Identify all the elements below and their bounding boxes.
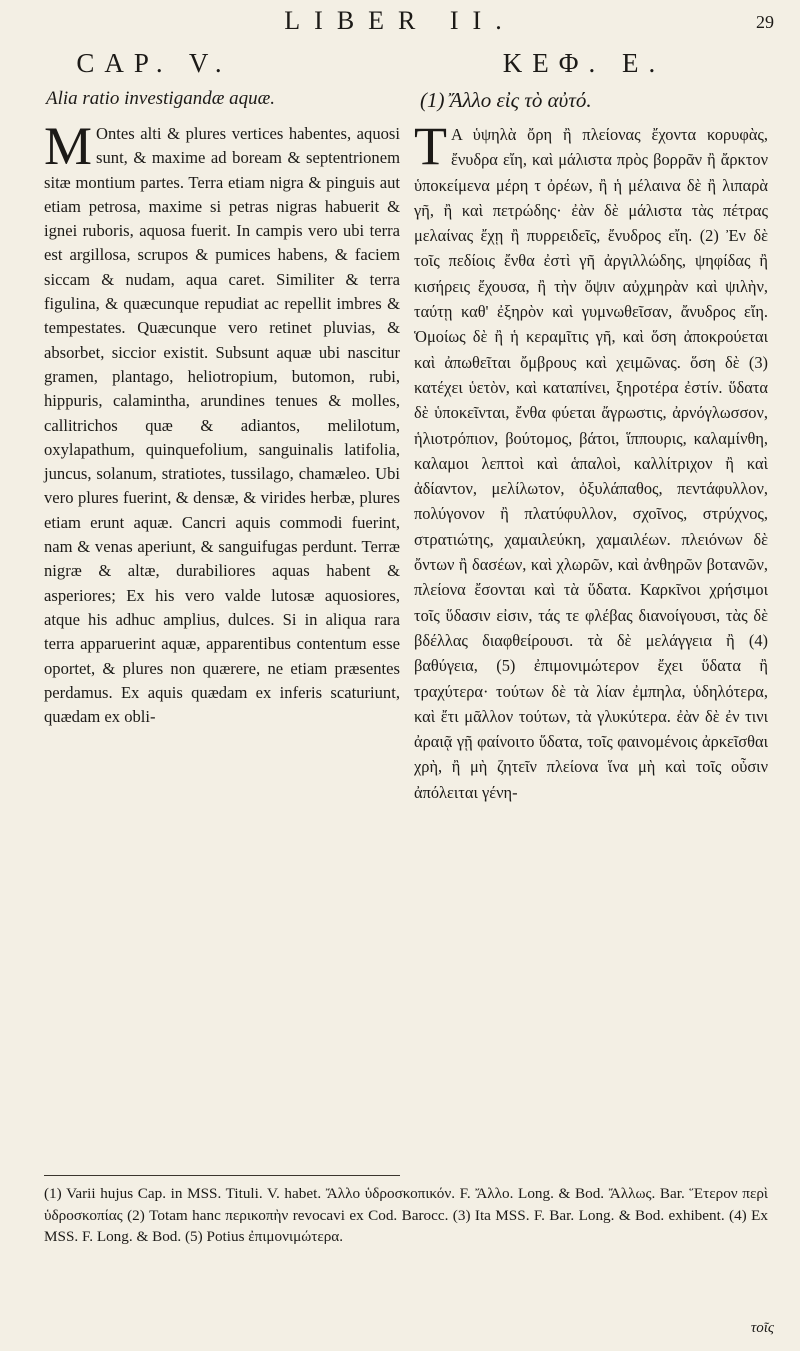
latin-body-text bbox=[44, 116, 400, 729]
latin-drop-cap: M bbox=[44, 116, 93, 176]
latin-paragraph: Ontes alti & plures vertices habentes, aquosi sunt, & maxime ad boream & septentrionem sitæ montium partes. Terra etiam nigra & pinguis aut etiam petrosa, maxime si petras nigras habuerit & ignei ruboris, aquosa fuerit. In campis vero ubi terra est argillosa, scrupos & pumices habens, & faciem siccam & nudam, aqua caret. Similiter & terra figulina, & quæcunque repudiat ac repellit imbres & tempestates. Quæcunque vero retinet pluvias, & absorbet, siccior existit. Subsunt aquæ ubi nascitur gramen, plantago, heliotropium, butomon, rubi, hippuris, calamintha, arundines tenues & molles, callitrichos quæ & adiantos, melilotum, oxylapathum, quinquefolium, sanguinalis latifolia, juncus, solanum, stratiotes, tussilago, chamæleo. Ubi vero plures fuerint, & densæ, & virides herbæ, plures etiam erunt aquæ. Cancri aquis commodi fuerint, nam & venas aperiunt, & sanguifugas perdunt. Terræ nigræ & altæ, durabiliores aquas habent & asperiores; Ex his vero valde lutosæ aquosiores, atque his adhuc amplius, dulces. Si in aliqua rara terra apparuerint aquæ, apparentibus contentum esse oportet, & plures non quærere, ne etiam præsentes perdamus. Ex aquis quædam ex inferis scaturiunt, quædam ex obli- bbox=[44, 124, 400, 727]
catchword: τοῖς bbox=[750, 1320, 774, 1336]
latin-chapter-subtitle: Alia ratio investigandæ aquæ. bbox=[46, 88, 276, 109]
page-number: 29 bbox=[756, 12, 774, 32]
footnotes: (1) Varii hujus Cap. in MSS. Tituli. V. habet. Ἄλλο ὑδροσκοπικόν. F. Ἄλλο. Long. & Bod. Ἄλλως. Bar. Ἕτερον περὶ ὑδροσκοπίας (2) Totam hanc περικοπὴν revocavi ex Cod. Barocc. (3) Ita MSS. F. Bar. Long. & Bod. exhibent. (4) Ex MSS. F. Long. & Bod. (5) Potius ἐπιμονιμώτερα. bbox=[44, 1185, 768, 1245]
book-title: LIBER II. bbox=[284, 6, 516, 35]
footnote-rule bbox=[44, 1175, 400, 1176]
greek-paragraph: Α ὑψηλὰ ὄρη ἢ πλείονας ἔχοντα κορυφὰς, ἔνυδρα εἴη, καὶ μάλιστα πρὸς βορρᾶν ἢ ἄρκτον ὑποκείμενα μέρη τ ὀρέων, ἢ ἡ μέλαινα δὲ ἢ λιπαρὰ γῆ, ἢ καὶ πετρώδης· ἐὰν δὲ μάλιστα τὰς πέτρας μελαίνας ἔχῃ ἢ πυρρειδεῖς, ἔνυδρος εἴη. (2) Ἐν δὲ τοῖς πεδίοις ἔνθα ἐστὶ γῆ ἀργιλλώδης, ψηφίδας ἢ κισήρεις ἔχουσα, ἢ τὴν ὄψιν αὐχμηρὰν καὶ ψιλὴν, ταύτῃ καθ' ἐξηρὸν καὶ γυμνωθεῖσαν, ἄνυδρος εἴη. Ὁμοίως δὲ ἢ ἡ κεραμῖτις γῆ, καὶ ὅση ἀποκρούεται καὶ ἀπωθεῖται ὄμβρους καὶ χειμῶνας. ὅση δὲ (3) κατέχει ὑετὸν, καὶ καταπίνει, ξηροτέρα ἐστίν. ὕδατα δὲ ὑποκεῖνται, ἔνθα φύεται ἄγρωστις, ἀρνόγλωσσον, ἡλιοτρόπιον, βούτομος, βάτοι, ἵππουρις, καλαμίνθη, καλαμοι λεπτοὶ καὶ ἁπαλοὶ, καλλίτριχον ἢ καὶ ἀδίαντον, μελίλωτον, ὀξυλάπαθος, πεντάφυλλον, πολύγονον ἢ πλατύφυλλον, σχοῖνος, στρύχνος, στρατιώτης, χαμαιλεύκη, χαμαιλέων. πλειόνων δὲ ὄντων ἢ δασέων, καὶ χλωρῶν, καὶ ἀνθηρῶν βοτανῶν, πλείονα ἔσονται καὶ τὰ ὕδατα. Καρκῖνοι χρήσιμοι τοῖς ὕδασιν εἰσιν, τάς τε φλέβας διανοίγουσι, τὰς δὲ βδέλλας διαφθείρουσι. τὰ δὲ μελάγγεια ἢ (4) βαθύγεια, (5) ἐπιμονιμώτερον ἔχει ὕδατα ἢ τραχύτερα· τούτων δὲ τὰ λίαν ἐμπηλα, ὑδηλότερα, καὶ ἔτι μᾶλλον τούτων, τὰ γλυκύτερα. ἐὰν δὲ ἐν τινι ἀραιᾷ γῇ φαίνοιτο ὕδατα, τοῖς φαινομένοις ἀρκεῖσθαι χρὴ, ἢ μὴ ζητεῖν πλείονα ἵνα μὴ καὶ τοῖς οὖσιν ἀπόλειται γένη- bbox=[414, 125, 768, 802]
latin-chapter-heading: CAP. V. bbox=[76, 48, 232, 78]
greek-chapter-subtitle: (1) Ἄλλο εἰς τὸ αὐτό. bbox=[420, 88, 592, 112]
greek-chapter-heading: ΚΕΦ. Ε. bbox=[502, 48, 666, 78]
running-head bbox=[0, 6, 800, 40]
greek-drop-cap: Τ bbox=[414, 116, 447, 176]
greek-body-text bbox=[414, 116, 768, 805]
